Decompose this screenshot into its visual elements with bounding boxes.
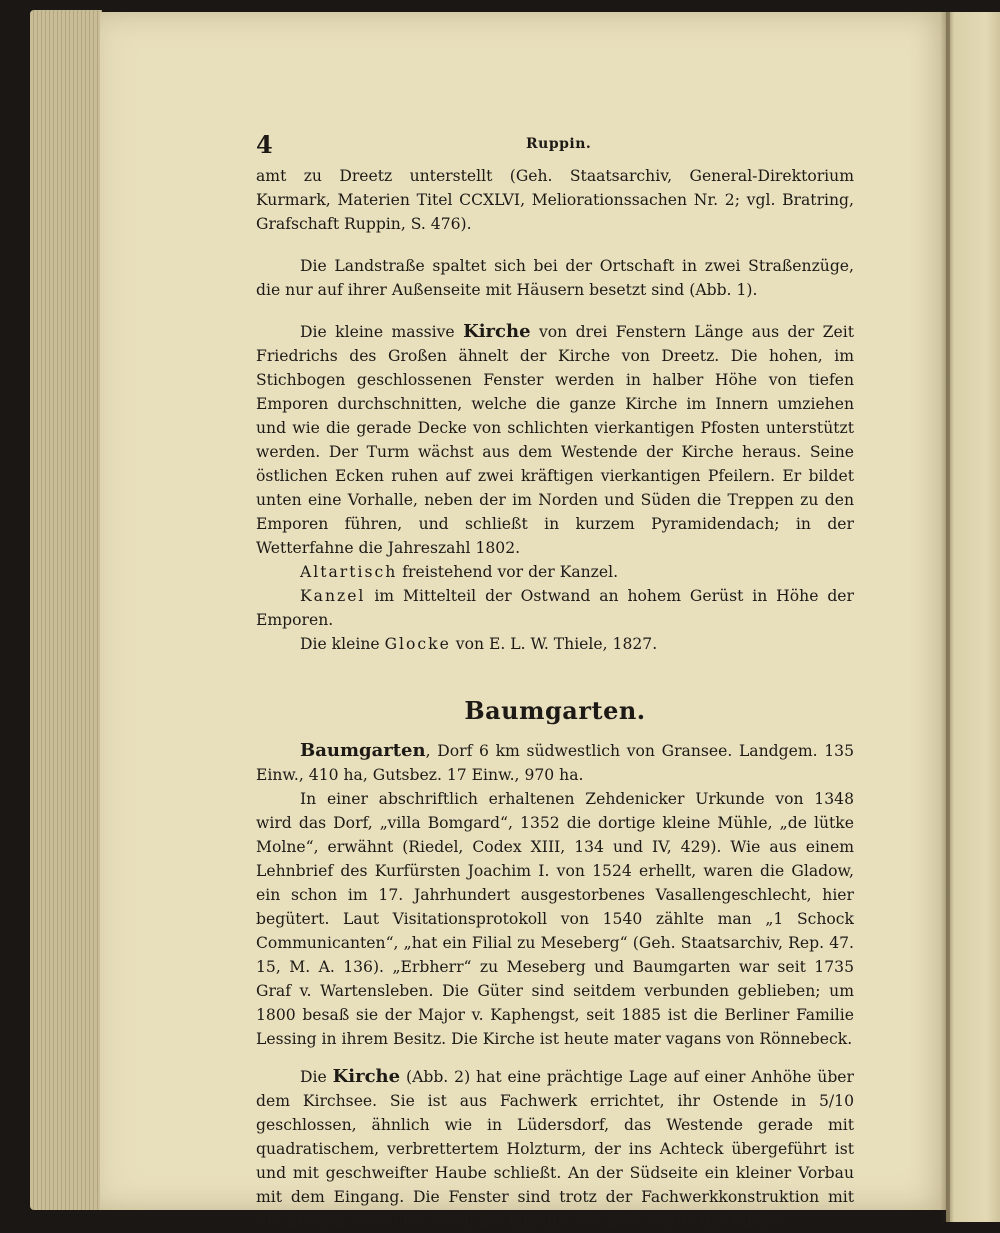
page-content: [256, 130, 854, 1233]
gutter-shadow: [940, 12, 950, 1222]
keyword-kanzel: Kanzel: [300, 587, 366, 605]
paragraph-continuation: amt zu Dreetz unterstellt (Geh. Staatsarchiv, General-Direktorium Kurmark, Materien Titel CCXLVI, Meliorationssachen Nr. 2; vgl. Bratring, Grafschaft Ruppin, S. 476).: [256, 167, 854, 233]
keyword-altartisch: Altartisch: [300, 563, 398, 581]
text-run: von E. L. W. Thiele, 1827.: [450, 635, 658, 653]
paragraph-glocke: [256, 632, 854, 656]
running-title: Ruppin.: [526, 136, 592, 152]
text-run: Die: [300, 1068, 333, 1086]
text-run: , Dorf 6 km südwestlich von Gransee. Landgem. 135 Einw., 410 ha, Gutsbez. 17 Einw., 970 ha.: [256, 742, 854, 784]
paragraph-kanzel: [256, 584, 854, 632]
paragraph-baumgarten-history: In einer abschriftlich erhaltenen Zehdenicker Urkunde von 1348 wird das Dorf, „villa Bomgard“, 1352 die dortige kleine Mühle, „de lütke Molne“, erwähnt (Riedel, Codex XIII, 134 und IV, 429). Wie aus einem Lehnbrief des Kurfürsten Joachim I. von 1524 erhellt, waren die Gladow, ein schon im 17. Jahrhundert ausgestorbenes Vasallengeschlecht, hier begütert. Laut Visitationsprotokoll von 1540 zählte man „1 Schock Communicanten“, „hat ein Filial zu Meseberg“ (Geh. Staatsarchiv, Rep. 47. 15, M. A. 136). „Erbherr“ zu Meseberg und Baumgarten war seit 1735 Graf v. Wartensleben. Die Güter sind seitdem verbunden geblieben; um 1800 besaß sie der Major v. Kaphengst, seit 1885 ist die Berliner Familie Lessing in ihrem Besitz. Die Kirche ist heute mater vagans von Rönnebeck.: [256, 790, 854, 1048]
page-edges: [30, 10, 102, 1210]
paragraph-kirche-description: [256, 320, 854, 560]
paragraph-baumgarten-intro: [256, 739, 854, 787]
keyword-kirche: Kirche: [463, 321, 531, 342]
page-number: 4: [256, 130, 273, 159]
text-run: Die kleine: [300, 635, 385, 653]
text-run: im Mittelteil der Ostwand an hohem Gerüst in Höhe der Emporen.: [256, 587, 854, 629]
paragraph-baumgarten-kirche: [256, 1065, 854, 1233]
keyword-glocke: Glocke: [384, 635, 451, 653]
facing-page-edge: [946, 12, 1000, 1222]
page-header: [256, 130, 854, 164]
keyword-baumgarten: Baumgarten: [300, 740, 426, 761]
paragraph-altartisch: [256, 560, 854, 584]
keyword-kirche: Kirche: [332, 1066, 401, 1087]
section-title: Baumgarten.: [464, 696, 646, 725]
text-run: von drei Fenstern Länge aus der Zeit Friedrichs des Großen ähnelt der Kirche von Dreetz. Die hohen, im Stichbogen geschlossenen Fenster werden in halber Höhe von tiefen Emporen durchschnitten, welche die ganze Kirche im Innern umziehen und wie die gerade Decke von schlichten vierkantigen Pfosten unterstützt werden. Der Turm wächst aus dem Westende der Kirche heraus. Seine östlichen Ecken ruhen auf zwei kräftigen vierkantigen Pfeilern. Er bildet unten eine Vorhalle, neben der im Norden und Süden die Treppen zu den Emporen führen, und schließt in kurzem Pyramidendach; in der Wetterfahne die Jahreszahl 1802.: [256, 323, 854, 557]
text-run: (Abb. 2) hat eine prächtige Lage auf einer Anhöhe über dem Kirchsee. Sie ist aus Fachwerk errichtet, ihr Ostende in 5/10 geschlossen, ähnlich wie in Lüdersdorf, das Westende gerade mit quadratischem, verbrettertem Holzturm, der ins Achteck übergeführt ist und mit geschweifter Haube schließt. An der Südseite ein kleiner Vorbau mit dem Eingang. Die Fenster sind trotz der Fachwerkkonstruktion mit Stichbogen versehen. Nach Beckmanns Nachlaß wurde die Kirche: [256, 1068, 854, 1230]
text-run: Die kleine massive: [300, 323, 464, 341]
text-run: freistehend vor der Kanzel.: [397, 563, 619, 581]
paragraph-landstrasse: Die Landstraße spaltet sich bei der Ortschaft in zwei Straßenzüge, die nur auf ihrer Außenseite mit Häusern besetzt sind (Abb. 1).: [256, 257, 854, 299]
